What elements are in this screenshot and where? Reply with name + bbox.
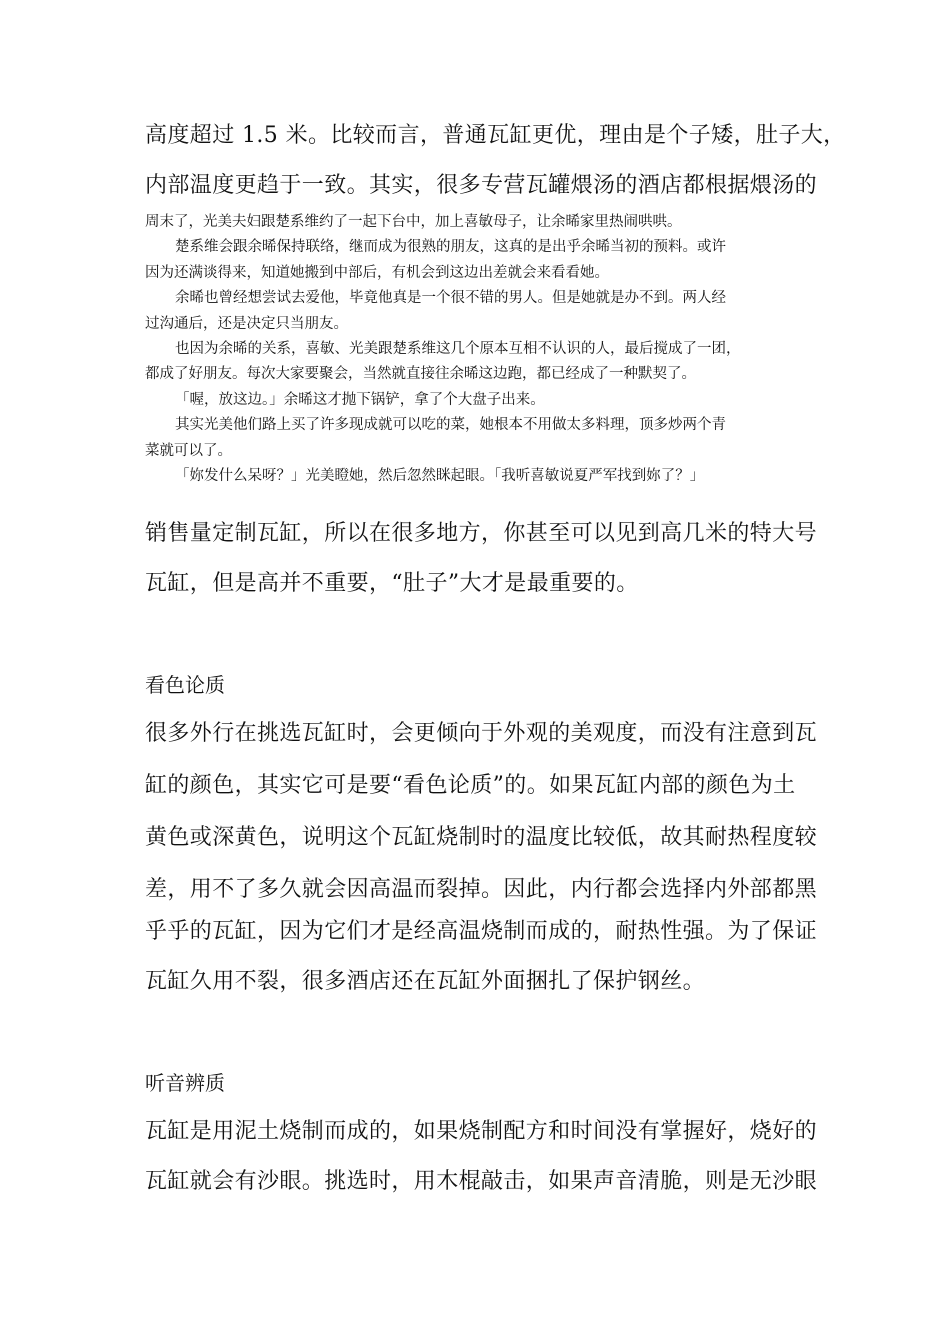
inserted-novel-excerpt	[145, 212, 815, 491]
body-text-line: 很多外行在挑选瓦缸时，会更倾向于外观的美观度，而没有注意到瓦	[145, 721, 818, 746]
body-text-line: 缸的颜色，其实它可是要“看色论质”的。如果瓦缸内部的颜色为土	[145, 773, 796, 798]
excerpt-line: 楚系维会跟余晞保持联络，继而成为很熟的朋友，这真的是出乎余晞当初的预料。或许	[175, 239, 726, 256]
body-text-line: 瓦缸，但是高并不重要，“肚子”大才是最重要的。	[145, 571, 639, 596]
body-text-line: 差，用不了多久就会因高温而裂掉。因此，内行都会选择内外部都黑	[145, 877, 818, 902]
body-text-line: 销售量定制瓦缸，所以在很多地方，你甚至可以见到高几米的特大号	[145, 521, 818, 546]
excerpt-line: 「妳发什么呆呀？」光美瞪她，然后忽然眯起眼。「我听喜敏说夏严军找到妳了？」	[175, 467, 705, 484]
excerpt-line: 过沟通后，还是决定只当朋友。	[145, 315, 348, 332]
section-heading: 听音辨质	[145, 1071, 225, 1095]
excerpt-line: 也因为余晞的关系，喜敏、光美跟楚系维这几个原本互相不认识的人，最后搅成了一团，	[175, 340, 741, 357]
excerpt-line: 因为还满谈得来，知道她搬到中部后，有机会到这边出差就会来看看她。	[145, 264, 609, 281]
body-text-line: 高度超过 1.5 米。比较而言，普通瓦缸更优，理由是个子矮，肚子大，	[145, 123, 846, 148]
excerpt-line: 「喔，放这边。」余晞这才抛下锅铲，拿了个大盘子出来。	[175, 391, 545, 408]
excerpt-line: 其实光美他们路上买了许多现成就可以吃的菜，她根本不用做太多料理，顶多炒两个青	[175, 417, 726, 434]
body-text-line: 瓦缸是用泥土烧制而成的，如果烧制配方和时间没有掌握好，烧好的	[145, 1119, 818, 1144]
body-text-line: 瓦缸就会有沙眼。挑选时，用木棍敲击，如果声音清脆，则是无沙眼	[145, 1169, 818, 1194]
body-text-line: 瓦缸久用不裂，很多酒店还在瓦缸外面捆扎了保护钢丝。	[145, 969, 706, 994]
excerpt-line: 余晞也曾经想尝试去爱他，毕竟他真是一个很不错的男人。但是她就是办不到。两人经	[175, 290, 726, 307]
excerpt-line: 菜就可以了。	[145, 442, 232, 459]
excerpt-line: 都成了好朋友。每次大家要聚会，当然就直接往余晞这边跑，都已经成了一种默契了。	[145, 366, 696, 383]
body-text-line: 黄色或深黄色，说明这个瓦缸烧制时的温度比较低，故其耐热程度较	[145, 825, 818, 850]
body-text-line: 乎乎的瓦缸，因为它们才是经高温烧制而成的，耐热性强。为了保证	[145, 919, 818, 944]
excerpt-line: 周末了，光美夫妇跟楚系维约了一起下台中，加上喜敏母子，让余晞家里热闹哄哄。	[145, 214, 682, 230]
body-text-line: 内部温度更趋于一致。其实，很多专营瓦罐煨汤的酒店都根据煨汤的	[145, 173, 818, 198]
section-heading: 看色论质	[145, 673, 225, 697]
